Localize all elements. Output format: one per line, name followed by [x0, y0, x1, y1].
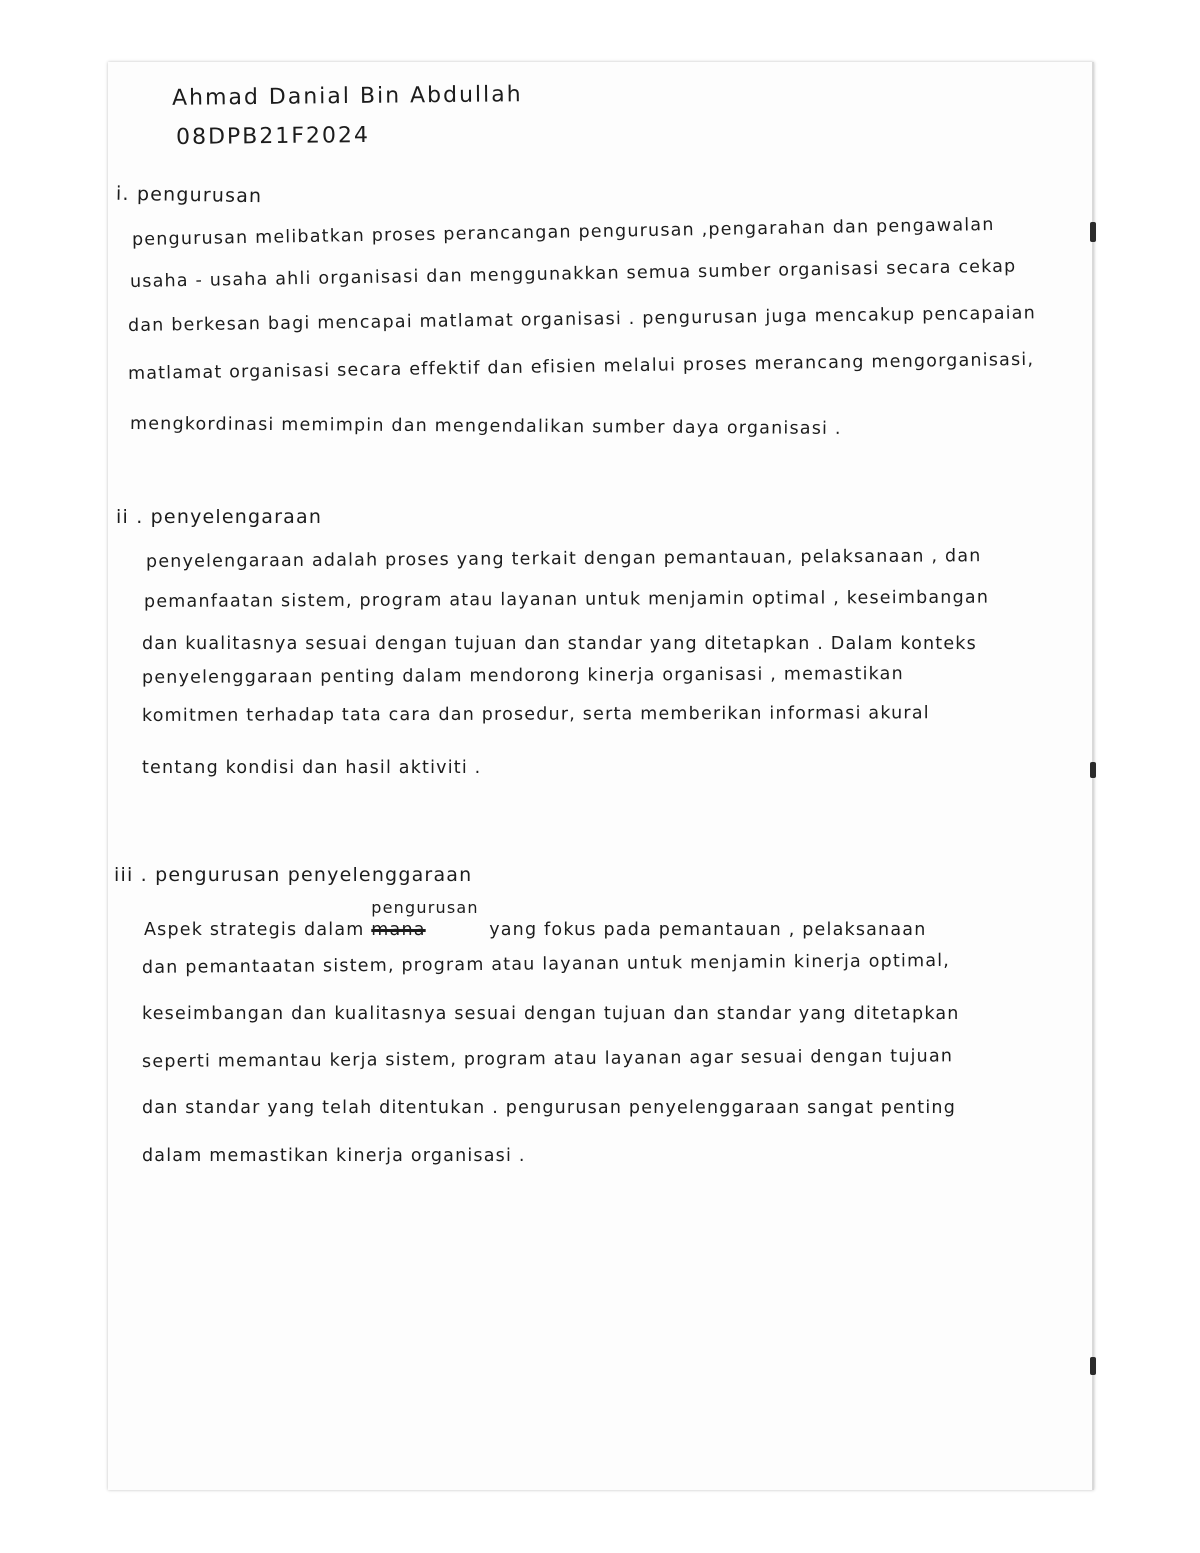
- text-line: tentang kondisi dan hasil aktiviti .: [142, 758, 482, 778]
- text-line: seperti memantau kerja sistem, program atau layanan agar sesuai dengan tujuan: [141, 1046, 954, 1072]
- correction: [371, 898, 479, 940]
- student-id: 08DPB21F2024: [175, 122, 371, 151]
- text-line: mengkordinasi memimpin dan mengendalikan sumber daya organisasi .: [129, 414, 842, 439]
- text-line: penyelengaraan adalah proses yang terkait dengan pemantauan, pelaksanaan , dan: [145, 546, 982, 572]
- text-line: komitmen terhadap tata cara dan prosedur, serta memberikan informasi akural: [141, 703, 930, 726]
- struck-word: mana: [371, 920, 426, 940]
- text-line: dan kualitasnya sesuai dengan tujuan dan standar yang ditetapkan . Dalam konteks: [142, 634, 977, 654]
- student-name: Ahmad Danial Bin Abdullah: [171, 82, 523, 111]
- paper-edge-mark: [1090, 762, 1096, 778]
- text-line: dan berkesan bagi mencapai matlamat organisasi . pengurusan juga mencakup pencapaian: [127, 303, 1037, 336]
- text-line: dan standar yang telah ditentukan . pengurusan penyelenggaraan sangat penting: [142, 1098, 957, 1118]
- text-line: pemanfaatan sistem, program atau layanan untuk menjamin optimal , keseimbangan: [143, 587, 990, 612]
- text-line: pengurusan melibatkan proses perancangan pengurusan ,pengarahan dan pengawalan: [131, 214, 995, 250]
- text-segment: yang fokus pada pemantauan , pelaksanaan: [489, 920, 927, 940]
- text-line: dan pemantaatan sistem, program atau layanan untuk menjamin kinerja optimal,: [141, 950, 951, 978]
- section-heading-penyelengaraan: ii . penyelengaraan: [116, 506, 323, 528]
- text-line: keseimbangan dan kualitasnya sesuai dengan tujuan dan standar yang ditetapkan: [142, 1004, 960, 1024]
- text-segment: Aspek strategis dalam: [144, 920, 365, 940]
- section-heading-pengurusan: i. pengurusan: [115, 182, 263, 208]
- text-line: dalam memastikan kinerja organisasi .: [142, 1146, 526, 1166]
- text-line-with-correction: [144, 898, 927, 940]
- text-line: usaha - usaha ahli organisasi dan menggunakkan semua sumber organisasi secara cekap: [129, 256, 1017, 292]
- text-line: matlamat organisasi secara effektif dan efisien melalui proses merancang mengorganisasi,: [127, 349, 1035, 384]
- text-line: penyelenggaraan penting dalam mendorong kinerja organisasi , memastikan: [141, 664, 904, 688]
- inserted-word: pengurusan: [371, 898, 479, 917]
- section-heading-pengurusan-penyelenggaraan: iii . pengurusan penyelenggaraan: [114, 864, 473, 886]
- paper-edge-mark: [1090, 222, 1096, 242]
- paper-edge-mark: [1090, 1357, 1096, 1375]
